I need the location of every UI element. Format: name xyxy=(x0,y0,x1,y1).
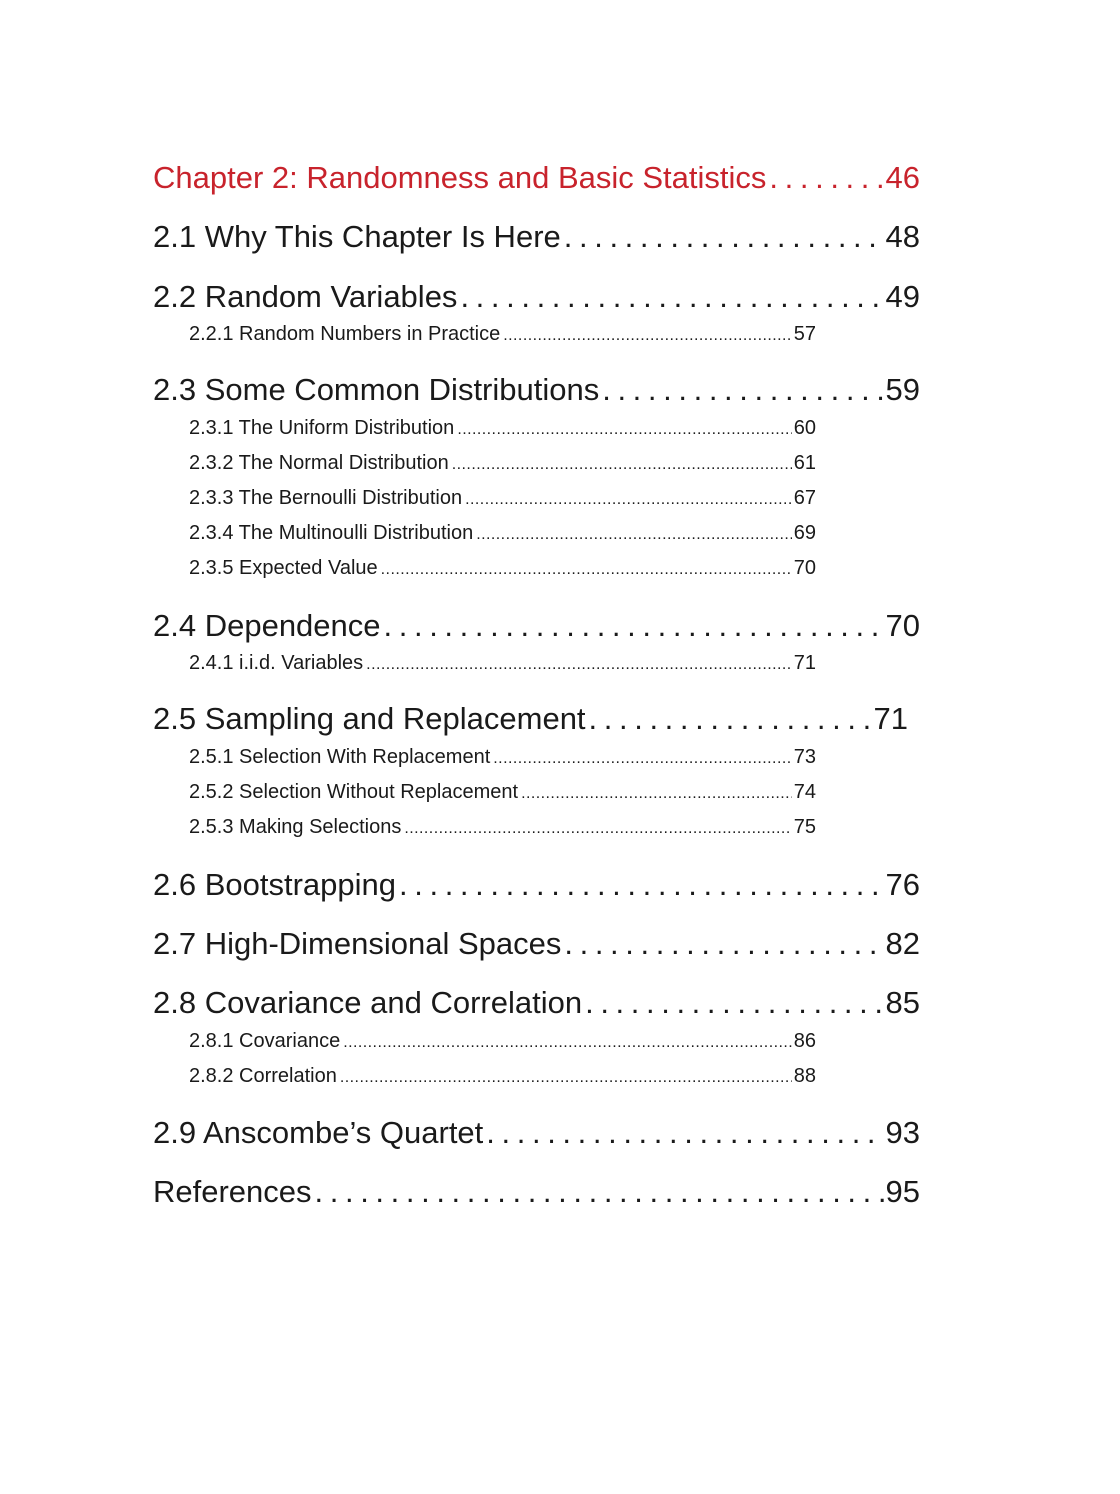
dot-leader xyxy=(465,491,792,509)
toc-entry-2-3-3[interactable] xyxy=(189,487,816,510)
subsection-title: 2.5.3 Making Selections xyxy=(189,816,402,838)
subsection-title: 2.3.5 Expected Value xyxy=(189,557,378,579)
toc-entry-2-7[interactable] xyxy=(153,926,920,962)
dot-leader xyxy=(564,219,884,255)
dot-leader xyxy=(457,421,791,439)
page-number: 76 xyxy=(885,867,920,902)
section-title: 2.3 Some Common Distributions xyxy=(153,372,600,407)
page-number: 57 xyxy=(793,323,816,345)
section-title: 2.5 Sampling and Replacement xyxy=(153,701,586,736)
dot-leader xyxy=(769,160,883,196)
toc-entry-2-5-2[interactable] xyxy=(189,781,816,804)
toc-entry-2-9[interactable] xyxy=(153,1115,920,1151)
section-title: 2.6 Bootstrapping xyxy=(153,867,397,902)
subsection-title: 2.5.1 Selection With Replacement xyxy=(189,746,491,768)
page-number: 67 xyxy=(793,487,816,509)
toc-entry-2-4-1[interactable] xyxy=(189,652,816,675)
dot-leader xyxy=(343,1034,792,1052)
page-number: 95 xyxy=(885,1174,920,1209)
section-title: 2.8 Covariance and Correlation xyxy=(153,985,583,1020)
toc-entry-2-4[interactable] xyxy=(153,608,920,644)
subsection-title: 2.3.2 The Normal Distribution xyxy=(189,452,449,474)
subsection-title: 2.8.2 Correlation xyxy=(189,1065,337,1087)
page-number: 69 xyxy=(793,522,816,544)
page-number: 59 xyxy=(885,372,920,407)
page-number: 73 xyxy=(793,746,816,768)
page-number: 70 xyxy=(885,608,920,643)
toc-entry-2-8-2[interactable] xyxy=(189,1065,816,1088)
toc-entry-2-3[interactable] xyxy=(153,372,920,408)
dot-leader xyxy=(476,526,792,544)
toc-entry-2-3-4[interactable] xyxy=(189,522,816,545)
subsection-title: 2.3.3 The Bernoulli Distribution xyxy=(189,487,463,509)
page-number: 46 xyxy=(885,160,920,195)
dot-leader xyxy=(589,701,872,737)
section-title: 2.1 Why This Chapter Is Here xyxy=(153,219,561,254)
subsection-title: 2.2.1 Random Numbers in Practice xyxy=(189,323,501,345)
subsection-title: 2.3.4 The Multinoulli Distribution xyxy=(189,522,474,544)
toc-entry-2-2-1[interactable] xyxy=(189,323,816,346)
page-number: 86 xyxy=(793,1030,816,1052)
subsection-title: 2.8.1 Covariance xyxy=(189,1030,341,1052)
dot-leader xyxy=(340,1069,792,1087)
dot-leader xyxy=(366,656,792,674)
section-title: 2.4 Dependence xyxy=(153,608,381,643)
dot-leader xyxy=(486,1115,883,1151)
page-number: 61 xyxy=(793,452,816,474)
dot-leader xyxy=(602,372,883,408)
toc-entry-2-3-5[interactable] xyxy=(189,557,816,580)
subsection-title: 2.5.2 Selection Without Replacement xyxy=(189,781,519,803)
toc-entry-2-3-1[interactable] xyxy=(189,417,816,440)
page-number: 48 xyxy=(885,219,920,254)
subsection-title: 2.4.1 i.i.d. Variables xyxy=(189,652,364,674)
dot-leader xyxy=(384,608,884,644)
dot-leader xyxy=(585,985,883,1021)
toc-entry-2-2[interactable] xyxy=(153,279,920,315)
page-number: 60 xyxy=(793,417,816,439)
toc-entry-2-5-1[interactable] xyxy=(189,746,816,769)
page-number: 71 xyxy=(873,701,908,736)
toc-entry-2-5[interactable] xyxy=(153,701,908,737)
dot-leader xyxy=(381,561,792,579)
toc-entry-references[interactable] xyxy=(153,1174,920,1210)
page-number: 71 xyxy=(793,652,816,674)
dot-leader xyxy=(404,820,791,838)
toc-entry-2-5-3[interactable] xyxy=(189,816,816,839)
dot-leader xyxy=(521,785,792,803)
page-number: 88 xyxy=(793,1065,816,1087)
chapter-title: Chapter 2: Randomness and Basic Statistics xyxy=(153,160,767,195)
section-title: 2.2 Random Variables xyxy=(153,279,458,314)
section-title: References xyxy=(153,1174,312,1209)
toc-entry-chapter-2[interactable] xyxy=(153,160,920,196)
toc-entry-2-8[interactable] xyxy=(153,985,920,1021)
subsection-title: 2.3.1 The Uniform Distribution xyxy=(189,417,455,439)
table-of-contents xyxy=(153,0,920,1494)
toc-entry-2-3-2[interactable] xyxy=(189,452,816,475)
dot-leader xyxy=(460,279,883,315)
toc-entry-2-1[interactable] xyxy=(153,219,920,255)
dot-leader xyxy=(503,327,792,345)
dot-leader xyxy=(452,456,792,474)
dot-leader xyxy=(315,1174,884,1210)
page-number: 85 xyxy=(885,985,920,1020)
section-title: 2.7 High-Dimensional Spaces xyxy=(153,926,562,961)
page-number: 82 xyxy=(885,926,920,961)
page-number: 70 xyxy=(793,557,816,579)
page-number: 93 xyxy=(885,1115,920,1150)
dot-leader xyxy=(399,867,884,903)
page-number: 75 xyxy=(793,816,816,838)
dot-leader xyxy=(564,926,883,962)
page-number: 74 xyxy=(793,781,816,803)
toc-entry-2-6[interactable] xyxy=(153,867,920,903)
section-title: 2.9 Anscombe’s Quartet xyxy=(153,1115,484,1150)
toc-entry-2-8-1[interactable] xyxy=(189,1030,816,1053)
page-number: 49 xyxy=(885,279,920,314)
dot-leader xyxy=(493,750,791,768)
